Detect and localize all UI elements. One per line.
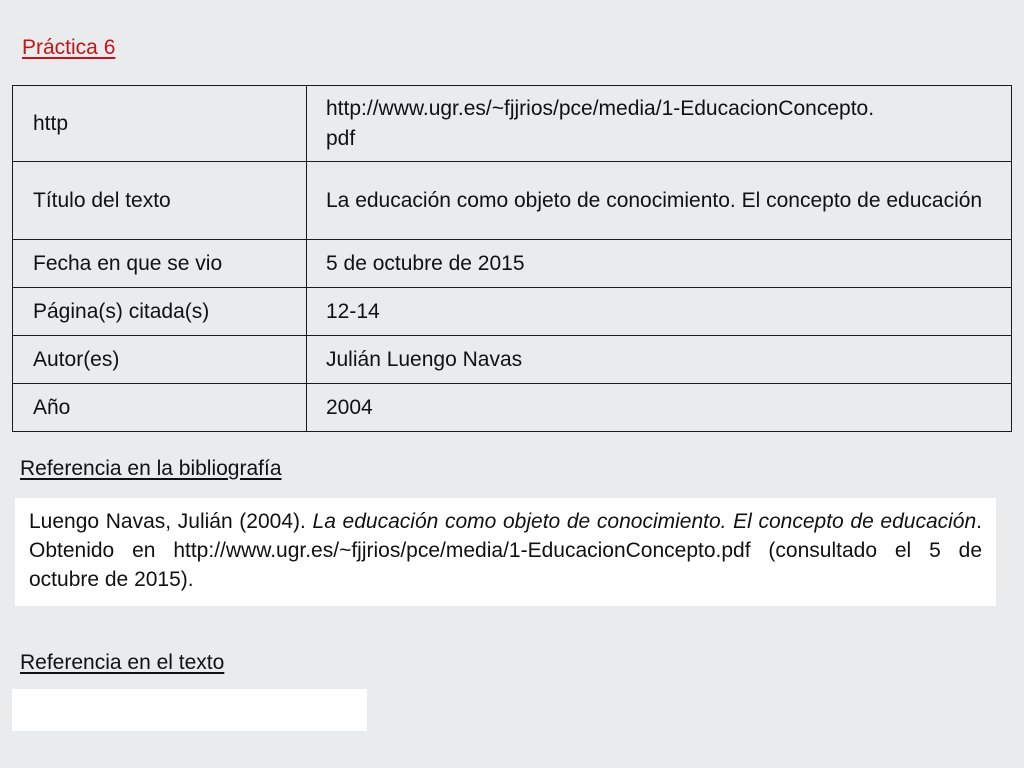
bibliografia-author-year: Luengo Navas, Julián (2004). [29,510,313,533]
autor-value: Julián Luengo Navas [307,336,1012,384]
table-row-fecha [13,240,1012,288]
citation-info-table [12,85,1012,432]
texto-reference-box[interactable] [12,689,367,731]
anio-value: 2004 [307,384,1012,432]
bibliografia-book-title: La educación como objeto de conocimiento. El concepto de educación [312,510,977,533]
http-label: http [13,86,307,162]
pagina-value: 12-14 [307,288,1012,336]
table-row-http [13,86,1012,162]
texto-label: Referencia en el texto [20,651,225,674]
table-row-pagina [13,288,1012,336]
table-row-autor [13,336,1012,384]
bibliografia-rest: . Obtenido en http://www.ugr.es/~fjjrios/pce/media/1-EducacionConcepto.pdf (consultado el 5 de octubre de 2015). [29,510,982,591]
http-value-line1: http://www.ugr.es/~fjjrios/pce/media/1-EducacionConcepto. [326,96,875,120]
autor-label: Autor(es) [13,336,307,384]
table-row-titulo [13,162,1012,240]
fecha-label: Fecha en que se vio [13,240,307,288]
page-title: Práctica 6 [22,36,116,59]
table-row-anio [13,384,1012,432]
titulo-value: La educación como objeto de conocimiento. El concepto de educación [307,162,1012,240]
bibliografia-reference-box [15,498,996,606]
anio-label: Año [13,384,307,432]
titulo-label: Título del texto [13,162,307,240]
bibliografia-label: Referencia en la bibliografía [20,457,282,480]
fecha-value: 5 de octubre de 2015 [307,240,1012,288]
pagina-label: Página(s) citada(s) [13,288,307,336]
http-value-line2: pdf [326,126,356,150]
http-value [307,86,1012,162]
